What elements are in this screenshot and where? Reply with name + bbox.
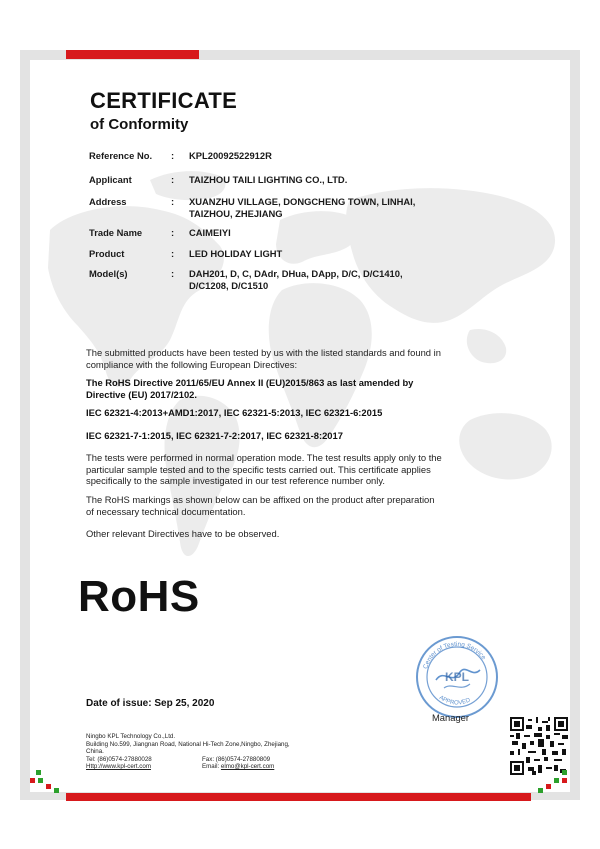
issuer-footer bbox=[86, 733, 416, 771]
test-conditions-line-1: The tests were performed in normal operation mode. The test results apply only to the bbox=[86, 452, 442, 463]
directive-line-2: Directive (EU) 2017/2102. bbox=[86, 388, 198, 400]
footer-phone-line bbox=[86, 756, 416, 764]
product-sep: : bbox=[171, 248, 175, 259]
tested-statement-line-1: The submitted products have been tested by us with the listed standards and found in bbox=[86, 347, 441, 358]
info-row-reference bbox=[89, 150, 559, 174]
corner-decoration-left bbox=[30, 770, 60, 794]
other-directives-statement: Other relevant Directives have to be observed. bbox=[86, 528, 280, 539]
markings-line-2: of necessary technical documentation. bbox=[86, 505, 246, 517]
address-sep: : bbox=[171, 196, 175, 207]
svg-text:KPL: KPL bbox=[445, 670, 469, 684]
models-line-2: D/C1208, D/C1510 bbox=[189, 279, 269, 291]
address-line-2: TAIZHOU, ZHEJIANG bbox=[189, 207, 283, 219]
product-label: Product bbox=[89, 248, 125, 259]
standards-line-1: IEC 62321-4:2013+AMD1:2017, IEC 62321-5:2013, IEC 62321-6:2015 bbox=[86, 407, 383, 418]
info-row-product bbox=[89, 248, 559, 268]
footer-address: Building No.599, Jiangnan Road, National Hi-Tech Zone,Ningbo, Zhejiang, bbox=[86, 740, 290, 748]
top-red-bar bbox=[66, 50, 199, 59]
footer-country: China. bbox=[86, 748, 104, 756]
footer-email-prefix: Email: bbox=[202, 763, 221, 771]
directive-line-1: The RoHS Directive 2011/65/EU Annex II (EU)2015/863 as last amended by bbox=[86, 377, 414, 388]
footer-email-link[interactable]: elmo@kpl-cert.com bbox=[220, 763, 275, 771]
info-row-address bbox=[89, 196, 559, 227]
test-conditions-statement bbox=[86, 452, 516, 487]
directive-statement bbox=[86, 377, 516, 400]
bottom-red-bar bbox=[66, 793, 531, 801]
applicant-label: Applicant bbox=[89, 174, 132, 185]
svg-text:APPROVED: APPROVED bbox=[437, 694, 472, 707]
markings-statement bbox=[86, 494, 516, 517]
reference-sep: : bbox=[171, 150, 175, 161]
trade-name-value: CAIMEIYI bbox=[189, 227, 231, 238]
models-label: Model(s) bbox=[89, 268, 128, 279]
footer-fax: Fax: (86)0574-27880809 bbox=[202, 755, 271, 763]
models-line-1: DAH201, D, C, DAdr, DHua, DApp, D/C, D/C1410, bbox=[189, 268, 403, 279]
qr-code[interactable] bbox=[510, 717, 568, 775]
rohs-mark: RoHS bbox=[78, 572, 200, 621]
date-of-issue: Date of issue: Sep 25, 2020 bbox=[86, 698, 215, 709]
address-label: Address bbox=[89, 196, 127, 207]
applicant-value: TAIZHOU TAILI LIGHTING CO., LTD. bbox=[189, 174, 348, 185]
footer-web-link[interactable]: Http://www.kpl-cert.com bbox=[86, 763, 151, 771]
models-sep: : bbox=[171, 268, 175, 279]
footer-web-line bbox=[86, 763, 416, 771]
trade-name-sep: : bbox=[171, 227, 175, 238]
models-value bbox=[189, 268, 559, 291]
svg-text:Center of Testing Service: Center of Testing Service bbox=[422, 640, 487, 670]
footer-tel: Tel: (86)0574-27880028 bbox=[86, 755, 152, 763]
test-conditions-line-3: specifically to the sample investigated in our test reference number only. bbox=[86, 475, 385, 487]
address-line-1: XUANZHU VILLAGE, DONGCHENG TOWN, LINHAI, bbox=[189, 196, 416, 207]
info-row-models bbox=[89, 268, 559, 291]
info-row-trade-name bbox=[89, 227, 559, 248]
applicant-info-block bbox=[89, 150, 559, 291]
test-conditions-line-2: particular sample tested and to the specific tests carried out. This certificate applies bbox=[86, 463, 431, 475]
applicant-sep: : bbox=[171, 174, 175, 185]
reference-value: KPL20092522912R bbox=[189, 150, 272, 161]
approval-stamp bbox=[414, 634, 500, 720]
footer-company: Ningbo KPL Technology Co.,Ltd. bbox=[86, 733, 176, 740]
certificate-title: CERTIFICATE bbox=[90, 88, 238, 113]
corner-decoration-right bbox=[536, 770, 568, 794]
footer-email-line bbox=[202, 763, 274, 771]
tested-statement bbox=[86, 347, 516, 370]
reference-label: Reference No. bbox=[89, 150, 153, 161]
certificate-subtitle: of Conformity bbox=[90, 116, 189, 133]
markings-line-1: The RoHS markings as shown below can be affixed on the product after preparation bbox=[86, 494, 435, 505]
standards-line-2: IEC 62321-7-1:2015, IEC 62321-7-2:2017, IEC 62321-8:2017 bbox=[86, 430, 343, 441]
product-value: LED HOLIDAY LIGHT bbox=[189, 248, 283, 259]
address-value bbox=[189, 196, 559, 227]
trade-name-label: Trade Name bbox=[89, 227, 143, 238]
tested-statement-line-2: compliance with the following European Directives: bbox=[86, 358, 298, 370]
info-row-applicant bbox=[89, 174, 559, 196]
manager-label: Manager bbox=[432, 712, 470, 723]
